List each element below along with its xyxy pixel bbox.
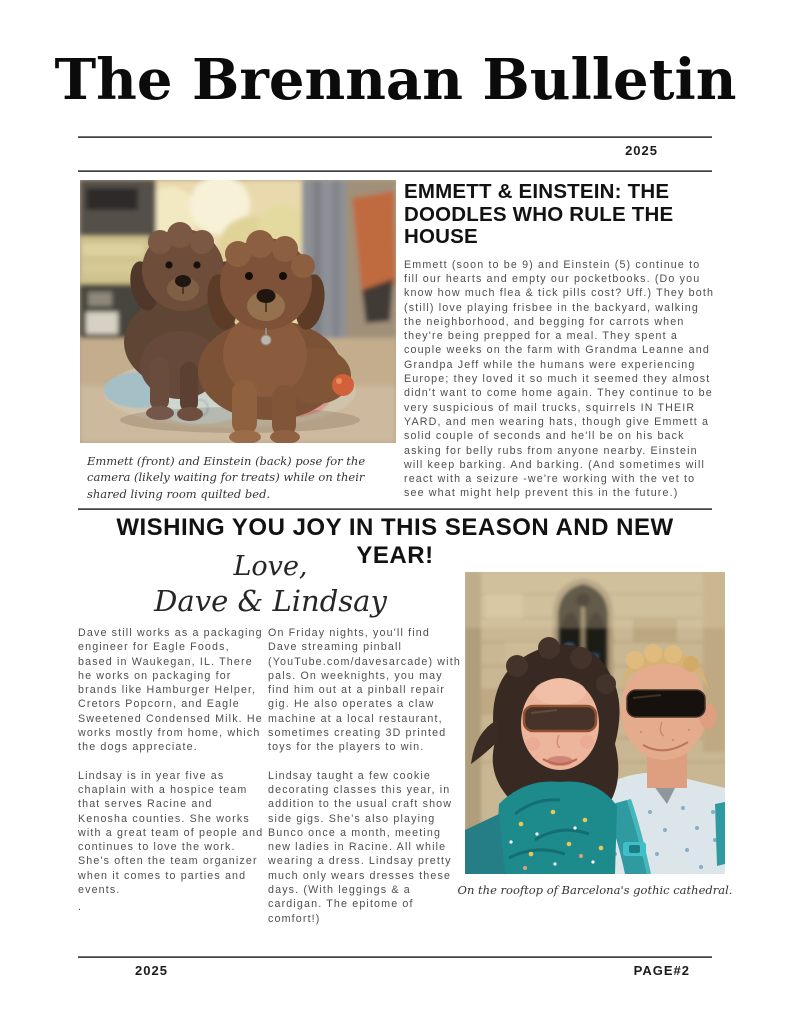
divider-middle <box>78 508 712 510</box>
masthead-title: The Brennan Bulletin <box>54 47 737 113</box>
divider-top-1 <box>78 136 712 138</box>
sunglasses-dave <box>627 690 705 717</box>
footer-page-number: PAGE#2 <box>633 963 690 978</box>
dog-toy <box>332 374 354 396</box>
teal-scarf <box>495 781 617 874</box>
article-dogs <box>404 181 716 501</box>
divider-top-2 <box>78 170 712 172</box>
signoff-names: Dave & Lindsay <box>154 584 387 618</box>
column-two <box>268 626 461 926</box>
sunglasses-lindsay <box>524 706 596 731</box>
issue-year: 2025 <box>625 143 658 158</box>
dogs-photo-illustration <box>80 180 396 443</box>
column-one <box>78 626 264 915</box>
couple-photo-illustration <box>465 572 725 874</box>
column-two-para-lindsay-hobbies: Lindsay taught a few cookie decorating classes this year, in addition to the usual craft show side gigs. She's also playing Bunco once a month, meeting new ladies in Racine. All while wearing a dress. Lindsay pretty much only wears dresses these days. (With leggings & a cardigan. The epitome of comfort!) <box>268 769 453 925</box>
signoff-love: Love, <box>233 551 308 582</box>
signoff <box>78 548 463 618</box>
greeting-headline: WISHING YOU JOY IN THIS SEASON AND NEW YEAR! <box>116 514 674 569</box>
dogs-photo-caption: Emmett (front) and Einstein (back) pose for the camera (likely waiting for treats) while on their shared living room quilted bed. <box>87 454 366 501</box>
footer-year: 2025 <box>135 963 168 978</box>
article-body: Emmett (soon to be 9) and Einstein (5) continue to fill our hearts and empty our pocketbooks. (Do you know how much flea & tick pills cost? Uff.) They both (still) love playing frisbee in the backyard, walking the neighborhood, and begging for carrots when they're being prepped for a meal. They spent a couple weeks on the farm with Grandma Leanne and Grandpa Jeff while the humans were experiencing Europe; they loved it so much it seemed they almost didn't want to come home again. They continue to be very suspicious of mail trucks, squirrels IN THEIR YARD, and men wearing hats, though give Emmett a solid couple of seconds and he'll be on his back asking for belly rubs from anyone nearby. Einstein will keep barking. And barking. (And sometimes will react with a seizure -we're working with the vet to see what might help prevent this in the future.) <box>404 258 715 500</box>
article-headline: EMMETT & EINSTEIN: THE DOODLES WHO RULE THE HOUSE <box>404 180 674 249</box>
couple-photo-caption: On the rooftop of Barcelona's gothic cathedral. <box>457 883 733 897</box>
column-one-para-lindsay: Lindsay is in year five as chaplain with a hospice team that serves Racine and Kenosha counties. She works with a great team of people and continues to love the work. She's often the team organizer when it comes to parties and events. <box>78 769 264 897</box>
dogs-photo <box>80 180 396 443</box>
column-one-para-dave: Dave still works as a packaging engineer for Eagle Foods, based in Waukegan, IL. There he works on packaging for brands like Hamburger Helper, Cretors Popcorn, and Eagle Sweetened Condensed Milk. He works mostly from home, which the dogs appreciate. <box>78 627 263 754</box>
divider-footer <box>78 956 712 958</box>
couple-photo <box>465 572 725 874</box>
column-two-para-dave-hobbies: On Friday nights, you'll find Dave streaming pinball (YouTube.com/davesarcade) with pals. On weeknights, you may find him out at a pinball repair gig. He also operates a claw machine at a local restaurant, sometimes creating 3D printed toys for the players to win. <box>268 627 461 754</box>
column-one-trailing-dot: . <box>78 901 83 914</box>
